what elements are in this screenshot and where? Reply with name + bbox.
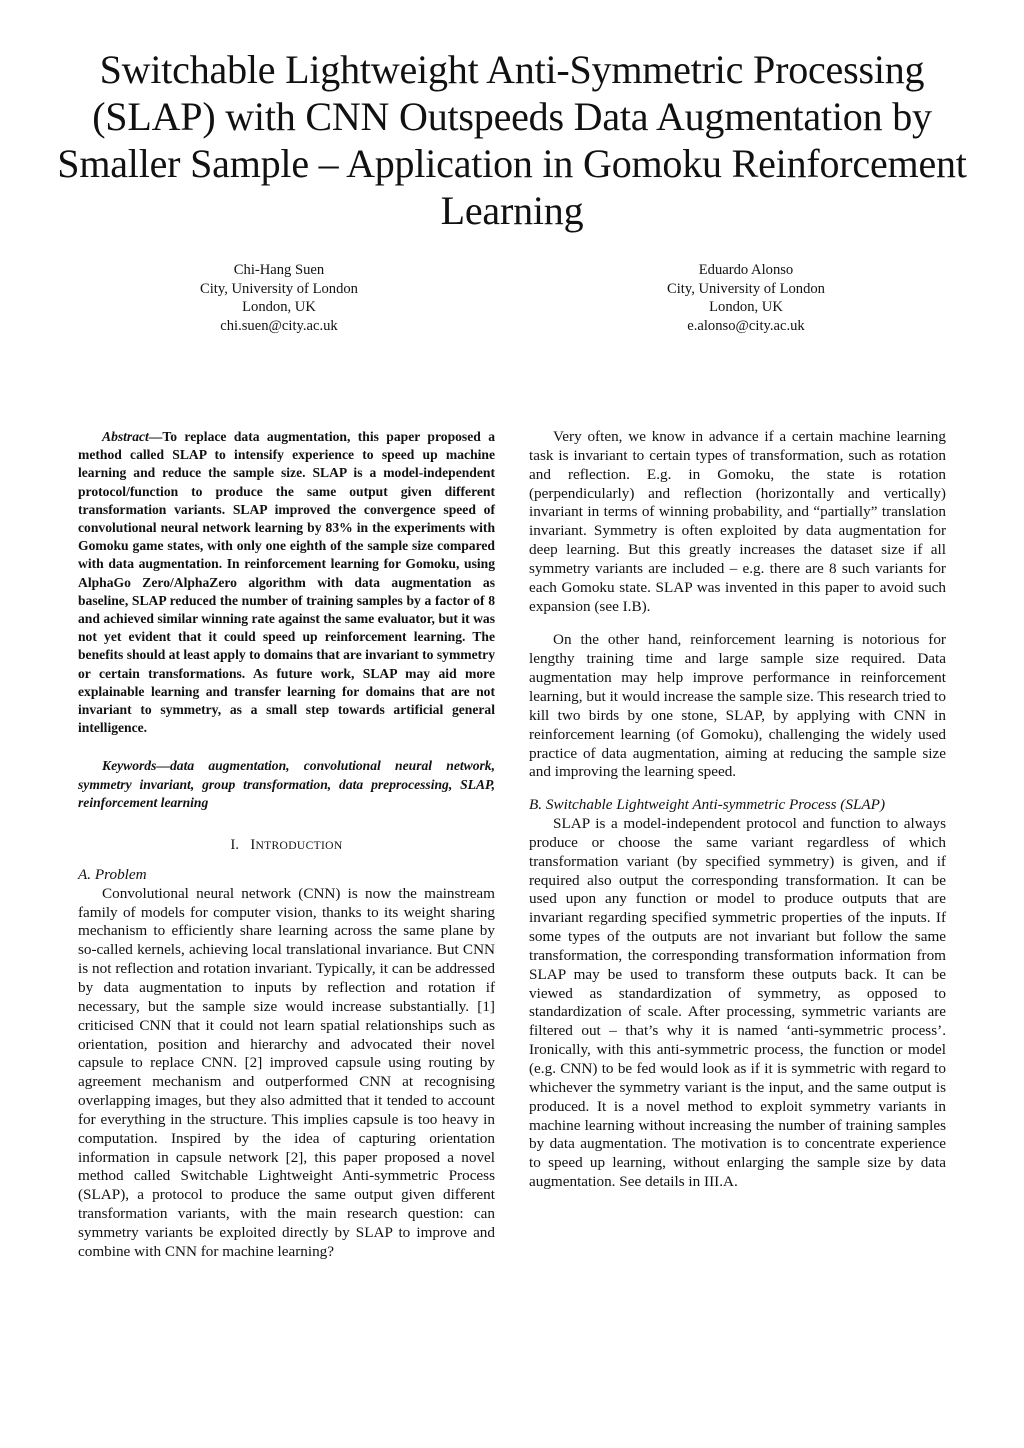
author-name: Chi-Hang Suen [233,262,325,278]
author-block-2 [586,261,906,335]
author-block-1 [119,261,439,335]
paragraph-reinforcement: On the other hand, reinforcement learning is notorious for lengthy training time and large sample size required. Data augmentation may help improve performance in reinforcement learning, but it would increase the sample size. This research tried to kill two birds by one stone, SLAP, by applying with CNN in reinforcement learning (of Gomoku), challenging the widely used practice of data augmentation, aiming at reducing the sample size and improving the learning speed. [529,631,946,781]
keywords [78,757,495,812]
author-location: London, UK [242,299,316,315]
section-number: I. [230,837,240,854]
section-title-rest: NTRODUCTION [255,839,343,853]
paragraph-problem: Convolutional neural network (CNN) is now the mainstream family of models for computer vision, thanks to its weight sharing mechanism to efficiently share learning across the same plane by so-called kernels, achieving local translational invariance. But CNN is not reflection and rotation invariant. Typically, it can be addressed by data augmentation to inputs by reflection and rotation if necessary, but the sample size would increase substantially. [1] criticised CNN that it could not learn spatial relationships such as orientation, position and hierarchy and advocated their novel capsule to replace CNN. [2] improved capsule using routing by agreement mechanism and outperformed CNN at recognising overlapping images, but they also admitted that it tended to account for everything in the structure. This implies capsule is too heavy in computation. Inspired by the idea of capturing orientation information in capsule network [2], this paper proposed a novel method called Switchable Lightweight Anti-symmetric Process (SLAP), a protocol to produce the same output given different transformation variants, with the main research question: can symmetry variants be exploited directly by SLAP to improve and combine with CNN for machine learning? [78,884,495,1260]
author-email: e.alonso@city.ac.uk [687,317,805,334]
paper-title: Switchable Lightweight Anti-Symmetric Processing (SLAP) with CNN Outspeeds Data Augmentation by Smaller Sample – Application in Gomoku Reinforcement Learning [57,47,967,233]
abstract-label: Abstract— [102,429,163,444]
abstract-text: To replace data augmentation, this paper proposed a method called SLAP to intensify experience to speed up machine learning and reduce the sample size. SLAP is a model-independent protocol/function to produce the same output given different transformation variants. SLAP improved the convergence speed of convolutional neural network learning by 83% in the experiments with Gomoku game states, with only one eighth of the sample size compared with data augmentation. In reinforcement learning for Gomoku, using AlphaGo Zero/AlphaZero algorithm with data augmentation as baseline, SLAP reduced the number of training samples by a factor of 8 and achieved similar winning rate against the same evaluator, but it was not yet evident that it could speed up reinforcement learning. The benefits should at least apply to domains that are invariant to symmetry or certain transformations. As future work, SLAP may aid more explainable learning and transfer learning for domains that are not invariant to symmetry, as a small step towards artificial general intelligence. [78,429,496,736]
author-affiliation: City, University of London [667,280,825,297]
paragraph-symmetry: Very often, we know in advance if a certain machine learning task is invariant to certain types of transformation, such as rotation and reflection. E.g. in Gomoku, the state is rotation (perpendicularly) and reflection (horizontally and vertically) invariant in terms of winning probability, and “partially” translation invariant. Symmetry is often exploited by data augmentation for deep learning. But this greatly increases the dataset size if all symmetry variants are included – e.g. there are 8 such variants for each Gomoku state. SLAP was invented in this paper to avoid such expansion (see I.B). [529,428,946,615]
author-email: chi.suen@city.ac.uk [220,317,338,334]
right-column [529,428,946,1192]
left-column [78,428,495,1262]
author-name: Eduardo Alonso [698,262,794,278]
subsection-heading-problem: A. Problem [78,865,147,883]
keywords-text: data augmentation, convolutional neural network, symmetry invariant, group transformation, data preprocessing, SLAP, reinforcement learning [78,758,495,810]
author-location: London, UK [709,299,783,315]
subsection-heading-slap: B. Switchable Lightweight Anti-symmetric Process (SLAP) [529,796,886,814]
abstract [78,428,495,737]
paragraph-slap: SLAP is a model-independent protocol and function to always produce or choose the same variant regardless of which transformation variant (by specified symmetry) is given, and if required also output the corresponding transformation. It can be used upon any function or model to produce outputs that are invariant regarding specified symmetric properties of the inputs. If some types of the outputs are not invariant but follow the same transformation, the corresponding transformation information from SLAP may be used to transform these outputs back. It can be viewed as standardization of symmetry, as opposed to standardization of scale. After processing, symmetric variants are filtered out – that’s why it is named ‘anti-symmetric process’. Ironically, with this anti-symmetric process, the function or model (e.g. CNN) to be fed would look as if it is symmetric with regard to whichever the symmetry variant is the input, and the same output is produced. It is a novel method to exploit symmetry variants in machine learning without increasing the number of training samples by data augmentation. The motivation is to concentrate experience to speed up learning, without enlarging the sample size by data augmentation. See details in III.A. [529,815,946,1191]
section-title-first: I [250,837,256,854]
keywords-label: Keywords— [102,758,170,774]
author-affiliation: City, University of London [200,280,358,297]
section-heading-introduction [78,836,495,856]
